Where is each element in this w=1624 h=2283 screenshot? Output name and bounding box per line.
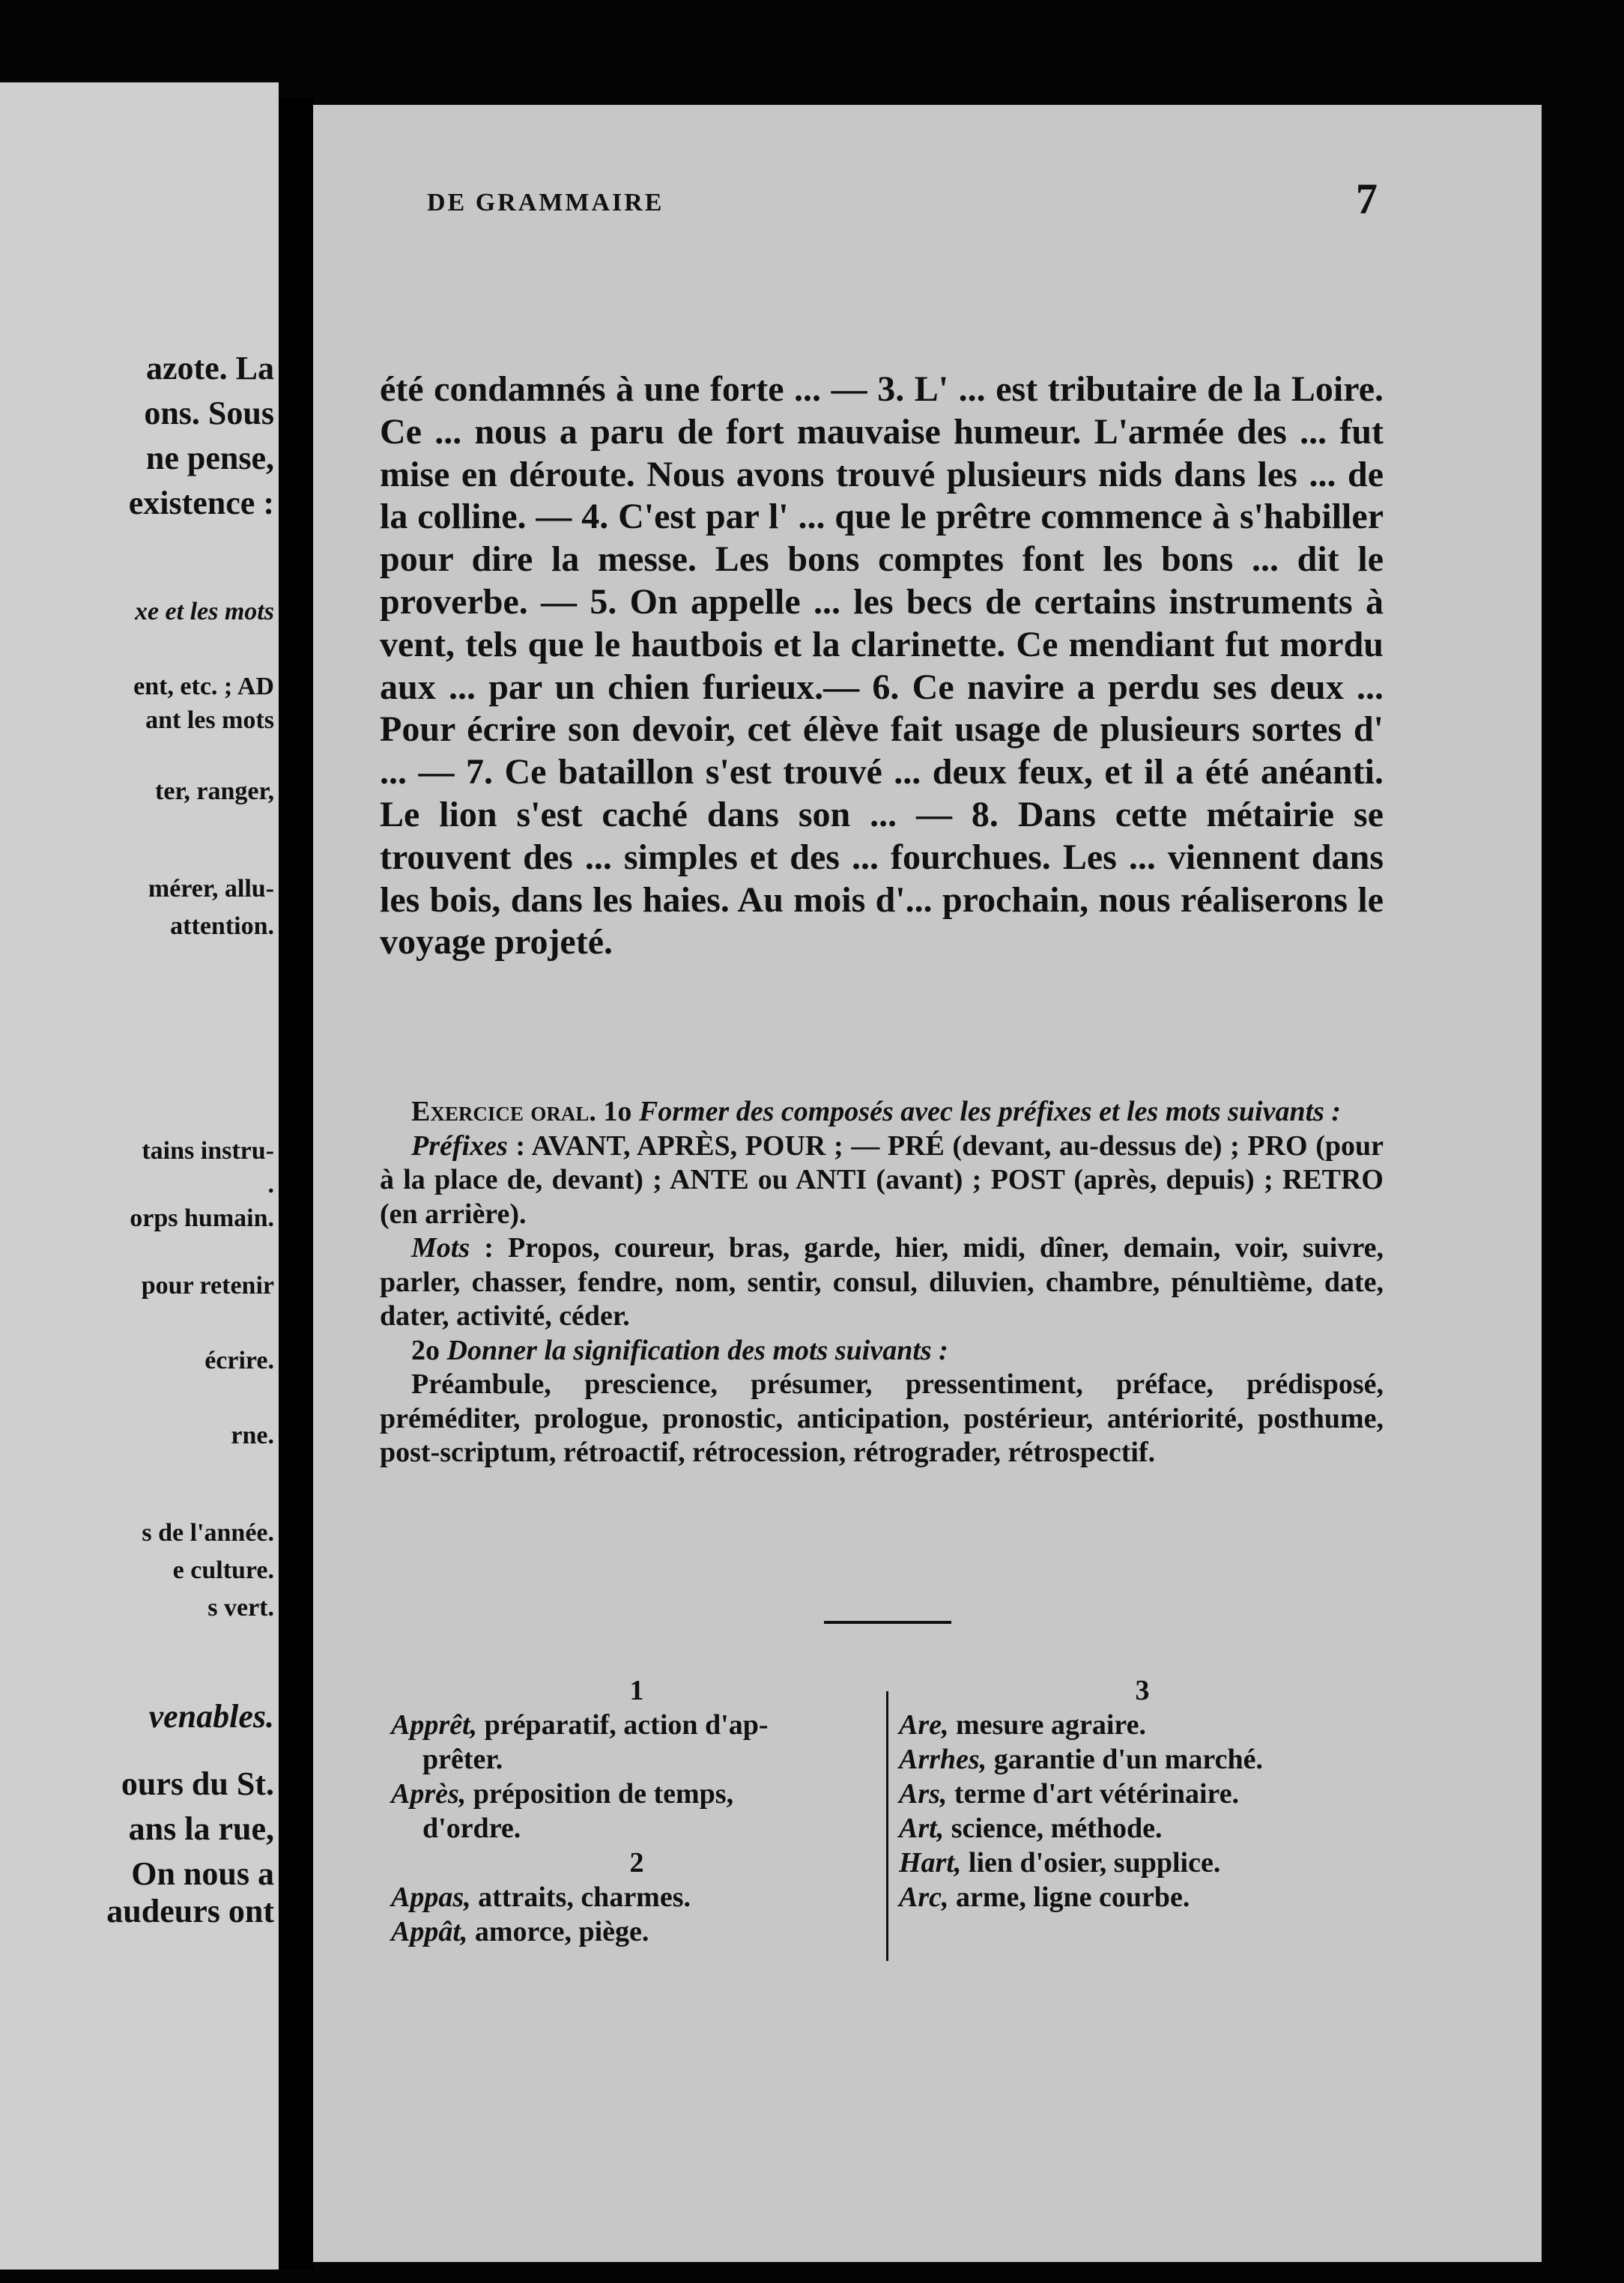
- entry-definition: science, méthode.: [944, 1813, 1163, 1844]
- left-page-line: attention.: [170, 912, 274, 940]
- left-page-line: azote. La: [145, 350, 274, 386]
- entry-word: Hart,: [899, 1847, 962, 1879]
- entry-word: Après,: [391, 1778, 467, 1810]
- prefixes-line: [380, 1130, 1384, 1232]
- prefixes-text: : AVANT, APRÈS, POUR ; — PRÉ (devant, au-dessus de) ; PRO (pour à la place de, devant) ; ANTE ou ANTI (avant) ; POST (après, depuis) ; RETRO (en arrière).: [380, 1130, 1384, 1230]
- entry-definition: arme, ligne courbe.: [948, 1882, 1190, 1913]
- entry-word: Are,: [899, 1709, 949, 1741]
- left-page-line: ours du St.: [121, 1765, 274, 1802]
- entry-word: Appât,: [391, 1916, 468, 1947]
- item-2-instruction: Donner la signification des mots suivants :: [446, 1334, 948, 1366]
- oral-exercise: [380, 1095, 1384, 1470]
- mots-label: Mots: [411, 1232, 470, 1264]
- item-2-words: Préambule, prescience, présumer, pressentiment, préface, prédisposé, préméditer, prologue, pronostic, anticipation, postérieur, antériorité, posthume, post-scriptum, rétroactif, rétrocession, rétrograder, rétrospectif.: [380, 1368, 1384, 1468]
- entry-word: Apprêt,: [391, 1709, 478, 1741]
- left-page-line: s vert.: [207, 1594, 274, 1622]
- left-page-line: pour retenir: [141, 1272, 274, 1300]
- entry-definition: préposition de temps,: [466, 1778, 734, 1810]
- left-page-line: On nous a: [131, 1855, 274, 1892]
- body-paragraph: été condamnés à une forte ... — 3. L' ... est tributaire de la Loire. Ce ... nous a paru de fort mauvaise humeur. L'armée des ... fut mise en déroute. Nous avons trouvé plusieurs nids dans les ... de la colline. — 4. C'est par l' ... que le prêtre commence à s'habiller pour dire la messe. Les bons comptes font les bons ... dit le proverbe. — 5. On appelle ... les becs de certains instruments à vent, tels que le hautbois et la clarinette. Ce mendiant fut mordu aux ... par un chien furieux.— 6. Ce navire a perdu ses deux ... Pour écrire son devoir, cet élève fait usage de plusieurs sortes d' ... — 7. Ce bataillon s'est trouvé ... deux feux, et il a été anéanti. Le lion s'est caché dans son ... — 8. Dans cette métairie se trouvent des ... simples et des ... fourchues. Les ... viennent dans les bois, dans les haies. Au mois d'... prochain, nous réaliserons le voyage projeté.: [380, 369, 1384, 962]
- entry-definition: attraits, charmes.: [470, 1882, 691, 1913]
- column-number: 3: [1135, 1675, 1150, 1706]
- entry-definition: terme d'art vétérinaire.: [947, 1778, 1240, 1810]
- left-page-line: rne.: [231, 1422, 274, 1449]
- left-page-fragment: [0, 82, 279, 2270]
- entry-continuation: prêter.: [422, 1744, 503, 1775]
- page-number: 7: [1356, 175, 1378, 223]
- column-divider: [886, 1691, 888, 1961]
- left-page-line: venables.: [148, 1698, 274, 1735]
- entry-continuation: d'ordre.: [422, 1813, 521, 1844]
- exercise-item-1: [380, 1095, 1384, 1130]
- mots-text: : Propos, coureur, bras, garde, hier, midi, dîner, demain, voir, suivre, parler, chasser, fendre, nom, sentir, consul, diluvien, chambre, pénultième, date, dater, activité, céder.: [380, 1232, 1384, 1332]
- answer-entry: [899, 1880, 1386, 1914]
- answer-entry: [899, 1777, 1386, 1811]
- entry-word: Appas,: [391, 1882, 471, 1913]
- answer-entry: [899, 1811, 1386, 1846]
- prefixes-label: Préfixes: [411, 1130, 508, 1162]
- left-page-line: ans la rue,: [128, 1810, 274, 1847]
- left-page-line: audeurs ont: [106, 1893, 274, 1929]
- left-page-line: .: [267, 1171, 274, 1198]
- left-page-line: ter, ranger,: [155, 777, 274, 805]
- answer-entry: [899, 1742, 1386, 1777]
- left-page-line: ne pense,: [145, 440, 274, 476]
- entry-word: Arrhes,: [899, 1744, 987, 1775]
- item-1-number: 1o: [603, 1096, 632, 1127]
- entry-word: Art,: [899, 1813, 945, 1844]
- entry-definition: mesure agraire.: [948, 1709, 1146, 1741]
- left-page-line: ant les mots: [145, 706, 274, 734]
- column-number: 1: [629, 1675, 644, 1706]
- answer-entry: [391, 1914, 882, 1949]
- running-head: DE GRAMMAIRE: [427, 189, 664, 216]
- left-page-line: tains instru-: [142, 1137, 274, 1165]
- entry-definition: amorce, piège.: [467, 1916, 649, 1947]
- answer-entry: [391, 1880, 882, 1914]
- left-page-line: écrire.: [204, 1347, 274, 1374]
- left-page-line: mérer, allu-: [148, 875, 274, 903]
- left-page-line: e culture.: [172, 1556, 274, 1584]
- left-page-line: ons. Sous: [144, 395, 274, 431]
- left-page-line: s de l'année.: [142, 1519, 274, 1547]
- exercise-heading: Exercice oral.: [411, 1096, 596, 1127]
- left-page-line: ent, etc. ; AD: [133, 673, 274, 700]
- answers-right-column: [899, 1673, 1386, 1914]
- column-number: 2: [629, 1847, 644, 1879]
- left-page-line: existence :: [128, 485, 274, 521]
- exercise-item-2: [380, 1334, 1384, 1368]
- answer-entry: [391, 1777, 882, 1811]
- section-rule: [824, 1621, 951, 1624]
- answer-entry: [899, 1708, 1386, 1742]
- item-1-instruction: Former des composés avec les préfixes et les mots suivants :: [638, 1096, 1342, 1127]
- left-page-line: xe et les mots: [134, 598, 274, 625]
- mots-line: [380, 1231, 1384, 1334]
- answer-entry: [391, 1708, 882, 1742]
- entry-definition: garantie d'un marché.: [987, 1744, 1263, 1775]
- answers-left-column: [391, 1673, 882, 1949]
- entry-word: Ars,: [899, 1778, 948, 1810]
- item-2-number: 2o: [411, 1334, 440, 1366]
- entry-word: Arc,: [899, 1882, 949, 1913]
- exercise-text-body: [380, 369, 1384, 964]
- answer-entry: [899, 1846, 1386, 1880]
- entry-definition: préparatif, action d'ap-: [477, 1709, 769, 1741]
- entry-definition: lien d'osier, supplice.: [961, 1847, 1221, 1879]
- left-page-line: orps humain.: [130, 1204, 274, 1232]
- book-gutter: [279, 97, 313, 2270]
